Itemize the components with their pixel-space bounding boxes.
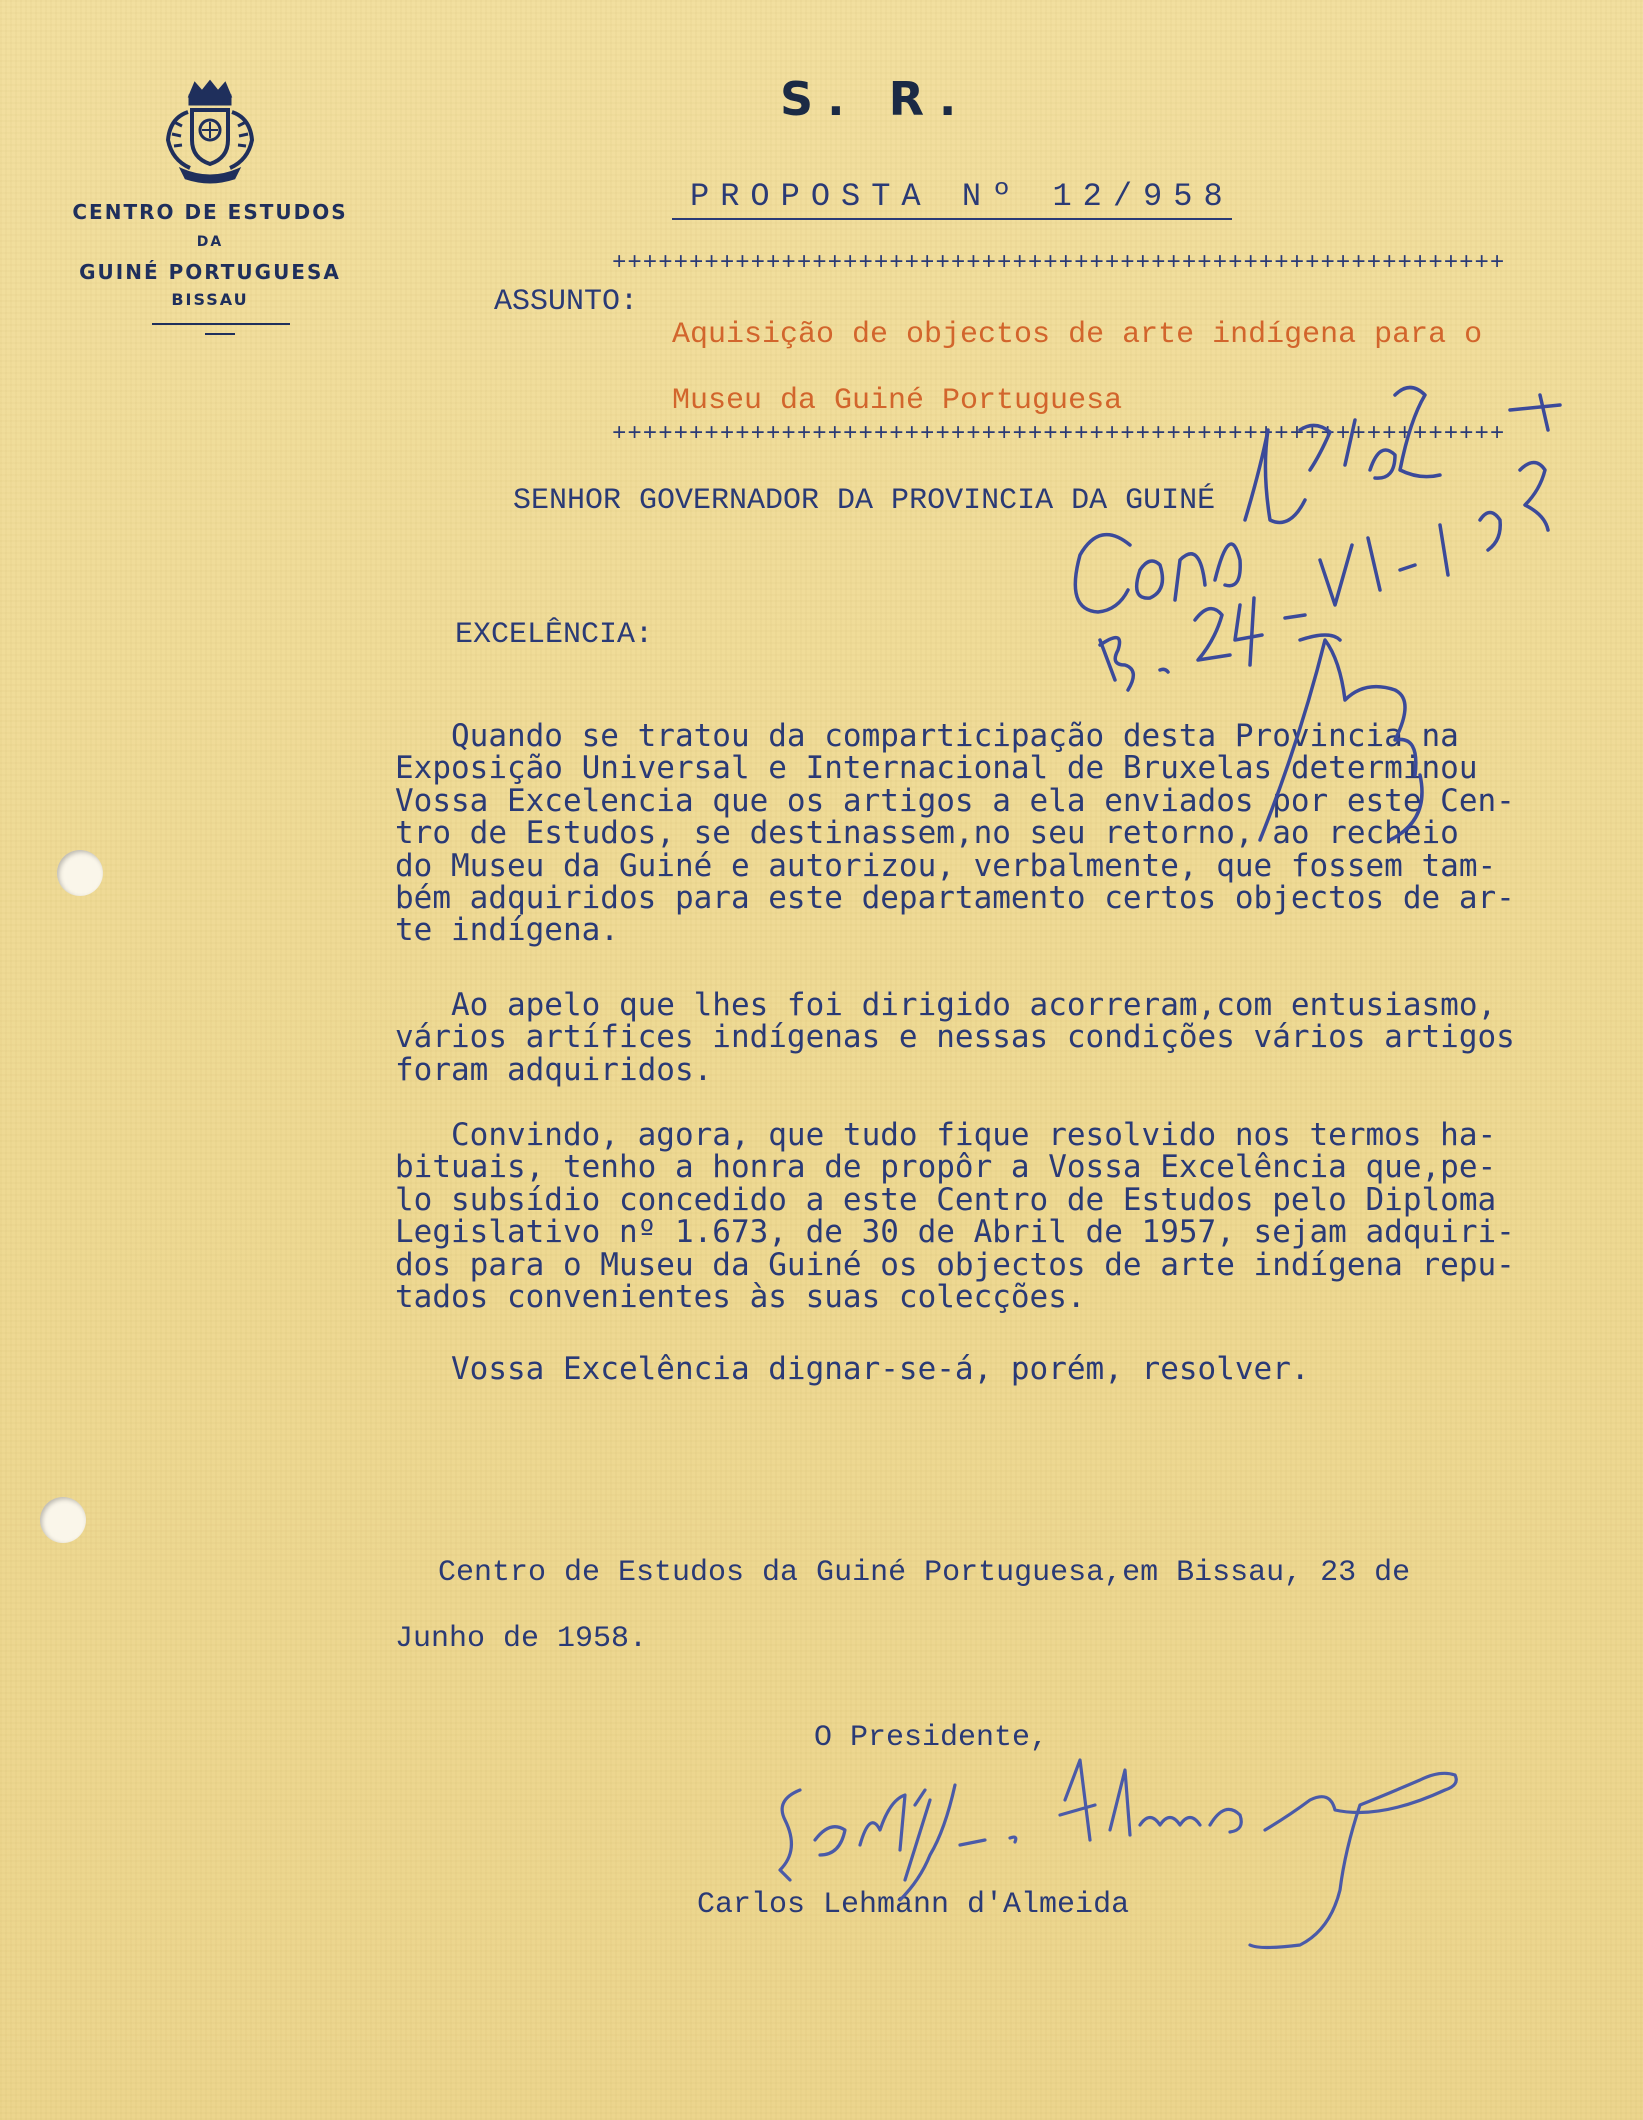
subject-line-2: Museu da Guiné Portuguesa (672, 384, 1123, 418)
proposal-number: PROPOSTA Nº 12/958 (690, 178, 1234, 215)
paragraph-4: Vossa Excelência dignar-se-á, porém, resolver. (395, 1351, 1310, 1387)
addressee: SENHOR GOVERNADOR DA PROVINCIA DA GUINÉ (513, 484, 1216, 518)
paragraph-1: Quando se tratou da comparticipação desta Provincia na Exposição Universal e Internacional de Bruxelas determinou Vossa Excelencia que os artigos a ela enviados por este Cen- tro de Estudos, se destinassem,no seu retorno, ao recheio do Museu da Guiné e autorizou, verbalmente, que fossem tam- bém adquiridos para este departamento certos objectos de ar- te indígena. (395, 718, 1515, 949)
signatory-name: Carlos Lehmann d'Almeida (697, 1888, 1130, 1922)
paragraph-3: Convindo, agora, que tudo fique resolvido nos termos ha- bituais, tenho a honra de propôr a Vossa Excelência que,pe- lo subsídio concedido a este Centro de Estudos pelo Diploma Legislativo nº 1.673, de 30 de Abril de 1957, sejam adquiri- dos para o Museu da Guiné os objectos de arte indígena repu- tados convenientes às suas colecções. (395, 1117, 1515, 1316)
header-mark: S. R. (780, 72, 971, 126)
paragraph-2: Ao apelo que lhes foi dirigido acorreram,com entusiasmo, vários artífices indígenas e nessas condições vários artigos foram adquiridos. (395, 987, 1515, 1088)
place-date-line-2: Junho de 1958. (395, 1622, 648, 1656)
letterhead-line-1: CENTRO DE ESTUDOS (72, 200, 348, 224)
subject-label: ASSUNTO: (494, 285, 639, 319)
subject-line-1: Aquisição de objectos de arte indígena para o (672, 318, 1483, 352)
signatory-title: O Presidente, (814, 1721, 1049, 1755)
letterhead-line-4: BISSAU (171, 290, 249, 309)
letterhead-line-3: GUINÉ PORTUGUESA (79, 260, 341, 284)
separator-bottom: ++++++++++++++++++++++++++++++++++++++++++++++++++++++++++ (612, 421, 1506, 448)
letterhead-line-2: DA (196, 234, 224, 250)
salutation: EXCELÊNCIA: (455, 618, 654, 652)
separator-top: ++++++++++++++++++++++++++++++++++++++++++++++++++++++++++ (612, 250, 1506, 277)
place-date-line-1: Centro de Estudos da Guiné Portuguesa,em Bissau, 23 de (438, 1556, 1411, 1590)
